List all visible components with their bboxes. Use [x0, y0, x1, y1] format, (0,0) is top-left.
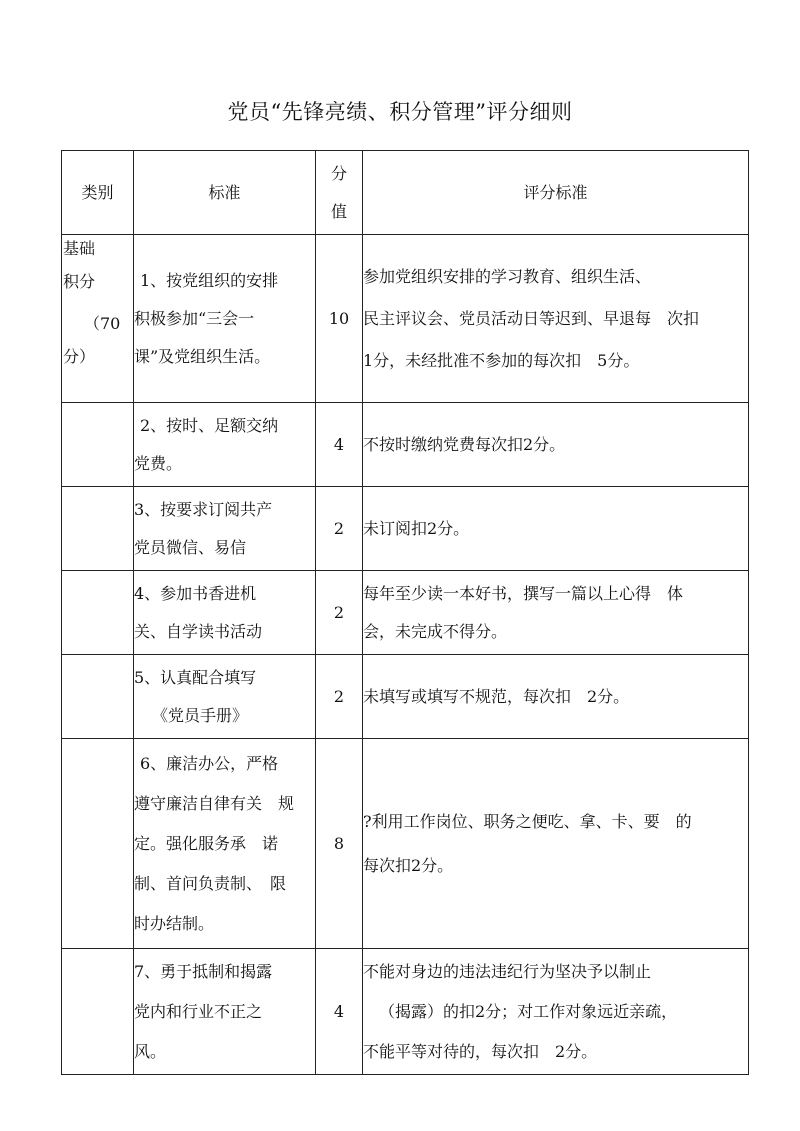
standard-line: 遵守廉洁自律有关 规	[134, 793, 295, 813]
score-cell: 2	[316, 571, 363, 655]
score-cell: 2	[316, 487, 363, 571]
standard-line: 5、认真配合填写	[134, 667, 257, 687]
document-title: 党员“先锋亮绩、积分管理”评分细则	[227, 100, 573, 124]
header-score	[316, 151, 363, 235]
category-cell	[62, 655, 134, 739]
table-row	[62, 487, 749, 571]
rule-line: 每年至少读一本好书，撰写一篇以上心得 体	[363, 583, 684, 603]
category-line: 基础	[63, 239, 96, 258]
rule-line: 民主评议会、党员活动日等迟到、早退每 次扣	[363, 308, 700, 328]
scoring-table	[61, 150, 749, 1075]
category-cell	[62, 739, 134, 949]
standard-line: 2、按时、足额交纳	[140, 415, 279, 435]
standard-cell	[134, 487, 316, 571]
category-cell	[62, 571, 134, 655]
category-line: 积分	[63, 272, 96, 291]
score-cell: 10	[316, 235, 363, 403]
standard-line: 1、按党组织的安排	[140, 270, 279, 290]
header-score-line1: 分	[330, 163, 347, 183]
category-cell	[62, 403, 134, 487]
table-row	[62, 949, 749, 1075]
rule-cell	[363, 949, 749, 1075]
standard-cell	[134, 949, 316, 1075]
standard-line: 课”及党组织生活。	[134, 346, 271, 366]
standard-line: 党费。	[134, 453, 183, 473]
category-line: 分）	[63, 347, 96, 366]
standard-line: 积极参加“三会一	[134, 308, 255, 328]
rule-cell	[363, 739, 749, 949]
rule-line: 未订阅扣2分。	[363, 518, 470, 538]
standard-line: 时办结制。	[134, 913, 215, 933]
header-standard: 标准	[134, 151, 316, 235]
standard-cell	[134, 235, 316, 403]
rule-line: 1分，未经批准不参加的每次扣 5分。	[363, 350, 640, 370]
category-cell	[62, 235, 134, 403]
standard-cell	[134, 571, 316, 655]
category-line: （70	[84, 314, 121, 333]
rule-cell	[363, 235, 749, 403]
score-cell: 8	[316, 739, 363, 949]
standard-line: 党内和行业不正之	[134, 1001, 263, 1021]
standard-cell	[134, 403, 316, 487]
standard-line: 3、按要求订阅共产	[134, 499, 273, 519]
standard-line: 6、廉洁办公，严格	[140, 753, 279, 773]
rule-line: 未填写或填写不规范，每次扣 2分。	[363, 686, 630, 706]
header-rule: 评分标准	[363, 151, 749, 235]
table-row	[62, 403, 749, 487]
rule-cell	[363, 487, 749, 571]
table-row	[62, 739, 749, 949]
rule-line: ?利用工作岗位、职务之便吃、拿、卡、要 的	[363, 811, 692, 831]
score-cell: 4	[316, 403, 363, 487]
standard-line: 关、自学读书活动	[134, 621, 263, 641]
rule-cell	[363, 571, 749, 655]
standard-cell	[134, 655, 316, 739]
table-row	[62, 235, 749, 403]
standard-line: 定。强化服务承 诺	[134, 833, 279, 853]
standard-line: 制、首问负责制、 限	[134, 873, 287, 893]
standard-line: 4、参加书香进机	[134, 583, 257, 603]
rule-line: 每次扣2分。	[363, 855, 454, 875]
rule-cell	[363, 403, 749, 487]
table-row	[62, 571, 749, 655]
standard-line: 《党员手册》	[152, 705, 249, 725]
standard-cell	[134, 739, 316, 949]
header-row	[62, 151, 749, 235]
category-cell	[62, 487, 134, 571]
table-row	[62, 655, 749, 739]
rule-line: 会，未完成不得分。	[363, 621, 508, 641]
rule-line: 不按时缴纳党费每次扣2分。	[363, 434, 566, 454]
standard-line: 7、勇于抵制和揭露	[134, 961, 273, 981]
category-cell	[62, 949, 134, 1075]
standard-line: 风。	[134, 1041, 167, 1061]
header-category: 类别	[62, 151, 134, 235]
rule-line: 不能对身边的违法违纪行为坚决予以制止	[363, 961, 652, 981]
rule-line: （揭露）的扣2分；对工作对象远近亲疏，	[379, 1001, 678, 1021]
score-cell: 2	[316, 655, 363, 739]
rule-line: 参加党组织安排的学习教育、组织生活、	[363, 266, 652, 286]
header-score-line2: 值	[330, 201, 347, 221]
standard-line: 党员微信、易信	[134, 537, 247, 557]
rule-cell	[363, 655, 749, 739]
score-cell: 4	[316, 949, 363, 1075]
rule-line: 不能平等对待的，每次扣 2分。	[363, 1041, 598, 1061]
